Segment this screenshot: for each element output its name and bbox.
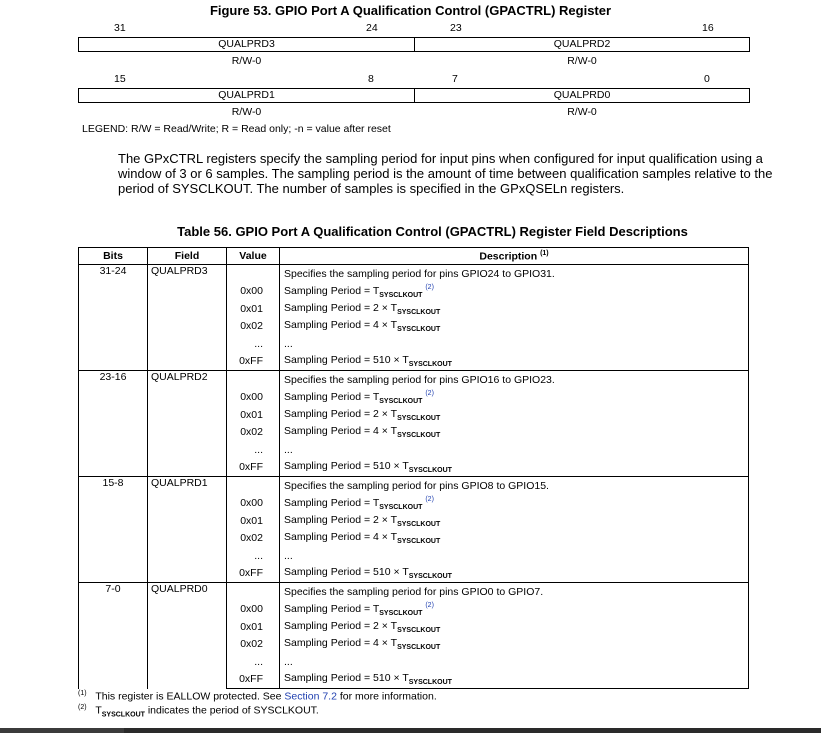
footnote-2 [78, 704, 319, 719]
period-subscript: SYSCLKOUT [408, 573, 452, 581]
cell-description [280, 424, 749, 442]
cell-value: 0x02 [227, 530, 280, 548]
sampling-period-text: Sampling Period = [284, 602, 373, 615]
footnote-1-mark: (1) [78, 690, 87, 697]
cell-description [280, 530, 749, 548]
cell-description [280, 565, 749, 583]
period-subscript: SYSCLKOUT [397, 326, 441, 334]
cell-description: Specifies the sampling period for pins GPIO16 to GPIO23. [280, 371, 749, 389]
sampling-period-text: Sampling Period = [284, 496, 373, 509]
cell-value [227, 583, 280, 601]
cell-value: 0x00 [227, 389, 280, 407]
sampling-period-text: Sampling Period = 4 × [284, 637, 391, 650]
cell-value: 0x02 [227, 424, 280, 442]
table-row [79, 265, 749, 283]
cell-field: QUALPRD0 [148, 583, 227, 689]
footnote-2-mark: (2) [78, 704, 87, 711]
cell-description [280, 459, 749, 477]
register-field-box-qualprd2 [414, 37, 750, 52]
cell-value: 0xFF [227, 459, 280, 477]
sampling-period-text: Sampling Period = 510 × [284, 460, 403, 473]
period-subscript: SYSCLKOUT [408, 679, 452, 687]
table-row [79, 371, 749, 389]
period-symbol: T [402, 672, 409, 685]
sampling-period-text: ... [284, 337, 293, 350]
cell-value: 0x00 [227, 601, 280, 619]
field-name-qualprd1: QUALPRD1 [218, 89, 275, 101]
bottom-scroll-bar[interactable] [0, 728, 821, 733]
period-subscript: SYSCLKOUT [397, 308, 441, 316]
period-symbol: T [402, 354, 409, 367]
cell-value: 0xFF [227, 671, 280, 689]
access-qualprd1: R/W-0 [231, 106, 262, 118]
period-subscript: SYSCLKOUT [379, 609, 423, 617]
cell-description: Specifies the sampling period for pins GPIO0 to GPIO7. [280, 583, 749, 601]
sampling-period-text: Sampling Period = 510 × [284, 672, 403, 685]
cell-value: ... [227, 547, 280, 565]
sampling-period-text: ... [284, 655, 293, 668]
cell-description [280, 318, 749, 336]
footnote-ref-link[interactable]: (2) [425, 601, 434, 609]
footnote-ref-link[interactable]: (2) [425, 495, 434, 503]
bit-31-label: 31 [114, 22, 126, 34]
period-subscript: SYSCLKOUT [397, 626, 441, 634]
cell-description [280, 618, 749, 636]
section-link[interactable]: Section 7.2 [284, 690, 337, 703]
period-subscript: SYSCLKOUT [379, 397, 423, 405]
register-field-box-qualprd0 [414, 88, 750, 103]
figure-title: Figure 53. GPIO Port A Qualification Control (GPACTRL) Register [209, 3, 612, 18]
period-symbol: T [402, 566, 409, 579]
period-symbol: T [372, 390, 380, 403]
sampling-period-text: ... [284, 443, 293, 456]
period-symbol: T [390, 301, 398, 314]
cell-description [280, 406, 749, 424]
footnote-2-text: indicates the period of SYSCLKOUT. [144, 704, 319, 717]
sampling-period-text: Sampling Period = 4 × [284, 531, 391, 544]
register-field-box-qualprd1 [78, 88, 415, 103]
sampling-period-text: Sampling Period = 4 × [284, 425, 391, 438]
cell-description [280, 601, 749, 619]
sampling-period-text: ... [284, 549, 293, 562]
bit-16-label: 16 [702, 22, 714, 34]
cell-field: QUALPRD2 [148, 371, 227, 477]
cell-value: 0x02 [227, 636, 280, 654]
sampling-period-text: Sampling Period = [284, 284, 373, 297]
table-row [79, 583, 749, 601]
cell-description [280, 441, 749, 459]
sampling-period-text: Sampling Period = 510 × [284, 566, 403, 579]
cell-description [280, 495, 749, 513]
register-legend: LEGEND: R/W = Read/Write; R = Read only; -n = value after reset [82, 123, 391, 135]
sampling-period-text: Sampling Period = 510 × [284, 354, 403, 367]
cell-bits: 7-0 [79, 583, 148, 689]
cell-value [227, 371, 280, 389]
register-field-box-qualprd3 [78, 37, 415, 52]
period-symbol: T [372, 602, 380, 615]
cell-field: QUALPRD1 [148, 477, 227, 583]
sampling-period-text: Sampling Period = [284, 390, 373, 403]
cell-value: 0xFF [227, 565, 280, 583]
cell-value: ... [227, 441, 280, 459]
cell-value: 0x01 [227, 406, 280, 424]
cell-description: Specifies the sampling period for pins GPIO8 to GPIO15. [280, 477, 749, 495]
table-row [79, 477, 749, 495]
period-subscript: SYSCLKOUT [397, 414, 441, 422]
cell-description [280, 547, 749, 565]
period-symbol: T [390, 619, 398, 632]
footnote-ref-link[interactable]: (2) [425, 389, 434, 397]
header-bits: Bits [79, 248, 148, 265]
cell-description [280, 283, 749, 301]
cell-description [280, 653, 749, 671]
period-subscript: SYSCLKOUT [379, 291, 423, 299]
period-subscript: SYSCLKOUT [397, 644, 441, 652]
bit-15-label: 15 [114, 73, 126, 85]
cell-value: 0x02 [227, 318, 280, 336]
table-header-row [79, 248, 749, 265]
sampling-period-text: Sampling Period = 2 × [284, 619, 391, 632]
field-descriptions-table [78, 247, 749, 689]
cell-value: 0x01 [227, 618, 280, 636]
bit-8-label: 8 [368, 73, 374, 85]
bottom-scroll-thumb[interactable] [124, 728, 821, 733]
cell-bits: 15-8 [79, 477, 148, 583]
header-field: Field [148, 248, 227, 265]
cell-description [280, 300, 749, 318]
access-qualprd0: R/W-0 [567, 106, 597, 118]
bit-24-label: 24 [366, 22, 378, 34]
access-qualprd2: R/W-0 [567, 55, 597, 67]
cell-value [227, 477, 280, 495]
bit-23-label: 23 [450, 22, 462, 34]
cell-description [280, 512, 749, 530]
cell-bits: 23-16 [79, 371, 148, 477]
cell-value: ... [227, 653, 280, 671]
footnote-2-symbol: T [95, 704, 102, 717]
period-symbol: T [402, 460, 409, 473]
cell-value: 0xFF [227, 353, 280, 371]
period-symbol: T [372, 496, 380, 509]
header-footnote-mark: (1) [540, 249, 549, 257]
footnote-ref-link[interactable]: (2) [425, 283, 434, 291]
period-subscript: SYSCLKOUT [397, 538, 441, 546]
period-symbol: T [390, 407, 398, 420]
period-subscript: SYSCLKOUT [397, 520, 441, 528]
cell-description [280, 389, 749, 407]
period-symbol: T [390, 513, 398, 526]
footnote-2-subscript: SYSCLKOUT [101, 711, 145, 719]
cell-value: 0x00 [227, 283, 280, 301]
period-symbol: T [390, 425, 398, 438]
bit-0-label: 0 [704, 73, 710, 85]
description-paragraph: The GPxCTRL registers specify the sampling period for input pins when configured for input qualification using a window of 3 or 6 samples. The sampling period is the amount of time between qualification samples relative to the period of SYSCLKOUT. The number of samples is specified in the GPxQSELn registers. [118, 151, 773, 196]
period-symbol: T [390, 319, 398, 332]
field-name-qualprd0: QUALPRD0 [553, 89, 611, 101]
sampling-period-text: Sampling Period = 4 × [284, 319, 391, 332]
cell-description [280, 636, 749, 654]
cell-value: 0x01 [227, 512, 280, 530]
cell-field: QUALPRD3 [148, 265, 227, 371]
sampling-period-text: Sampling Period = 2 × [284, 407, 391, 420]
table-title: Table 56. GPIO Port A Qualification Control (GPACTRL) Register Field Descriptions [177, 224, 688, 239]
period-subscript: SYSCLKOUT [408, 467, 452, 475]
period-subscript: SYSCLKOUT [408, 361, 452, 369]
period-symbol: T [390, 531, 398, 544]
header-value: Value [227, 248, 280, 265]
cell-bits: 31-24 [79, 265, 148, 371]
sampling-period-text: Sampling Period = 2 × [284, 301, 391, 314]
header-description: Description $^{(1)}$ [280, 248, 749, 265]
cell-description [280, 353, 749, 371]
access-qualprd3: R/W-0 [231, 55, 262, 67]
cell-description [280, 335, 749, 353]
cell-description: Specifies the sampling period for pins GPIO24 to GPIO31. [280, 265, 749, 283]
bit-7-label: 7 [452, 73, 458, 85]
field-name-qualprd3: QUALPRD3 [218, 38, 275, 50]
footnote-1-text-after: for more information. [336, 690, 437, 703]
period-symbol: T [372, 284, 380, 297]
field-name-qualprd2: QUALPRD2 [553, 38, 611, 50]
cell-value: 0x01 [227, 300, 280, 318]
footnote-1-text: This register is EALLOW protected. See [95, 690, 285, 703]
cell-description [280, 671, 749, 689]
table-body [79, 265, 749, 689]
cell-value: 0x00 [227, 495, 280, 513]
cell-value [227, 265, 280, 283]
period-subscript: SYSCLKOUT [379, 503, 423, 511]
sampling-period-text: Sampling Period = 2 × [284, 513, 391, 526]
footnote-1 [78, 690, 437, 703]
cell-value: ... [227, 335, 280, 353]
period-subscript: SYSCLKOUT [397, 432, 441, 440]
period-symbol: T [390, 637, 398, 650]
